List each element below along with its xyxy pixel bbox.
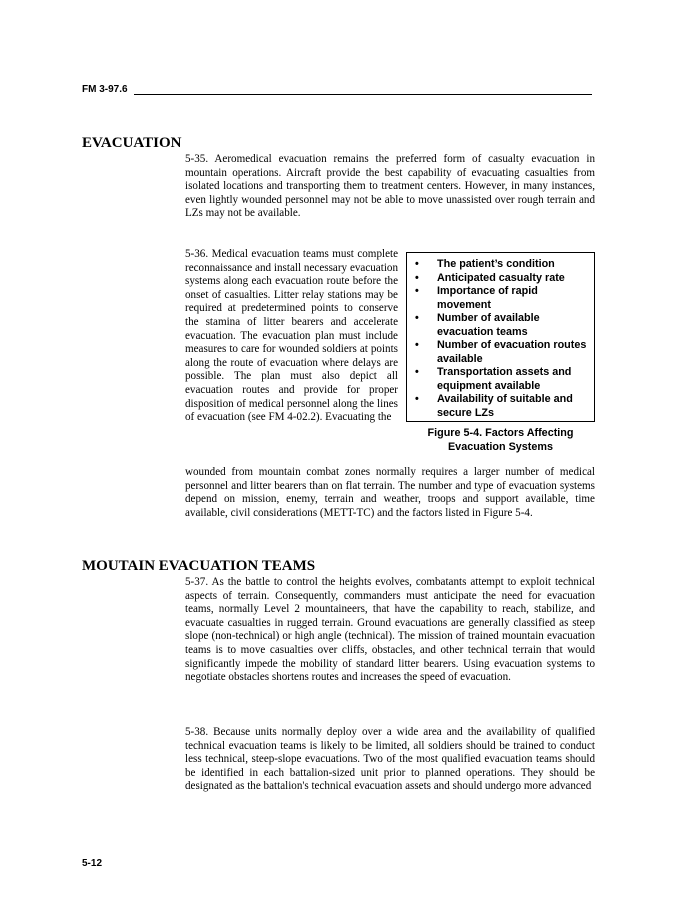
paragraph-5-37: 5-37. As the battle to control the heights evolves, combatants attempt to exploit technical aspects of terrain. Consequently, commanders must anticipate the need for evacuation teams, normally Level 2 mountaineers, that have the capability to reach, stabilize, and evacuate casualties in rugged terrain. Ground evacuations are generally classified as steep slope (non-technical) or high angle (technical). The mission of trained mountain evacuation teams is to move casualties over cliffs, obstacles, and other technical terrain that would significantly impede the mobility of standard litter bearers. Using evacuation systems to negotiate obstacles shortens routes and increases the speed of evacuation. [185,576,595,684]
figure-caption-line-1: Figure 5-4. Factors Affecting [427,427,574,439]
factor-text: Transportation assets and equipment available [437,366,572,392]
bullet-icon: • [415,258,419,270]
factor-item [413,366,590,393]
bullet-icon: • [415,271,419,284]
factor-text: The patient’s condition [437,258,555,270]
bullet-icon: • [415,285,419,297]
factor-item [413,393,590,420]
figure-5-4 [406,252,595,454]
factor-text: Availability of suitable and secure LZs [437,393,573,419]
section-heading-mountain-evacuation-teams: MOUTAIN EVACUATION TEAMS [82,558,316,574]
factor-text: Number of available evacuation teams [437,312,540,338]
figure-factor-box [406,252,595,422]
header-rule [134,94,592,95]
bullet-icon: • [415,366,419,378]
figure-caption-line-2: Evacuation Systems [447,440,554,453]
factor-item [413,285,590,312]
factor-item [413,272,590,286]
bullet-icon: • [415,312,419,324]
paragraph-5-36-wrapped: 5-36. Medical evacuation teams must complete reconnaissance and install necessary evacuation systems along each evacuation route before the onset of casualties. Litter relay stations may be required at predetermined points to conserve the stamina of litter bearers and accelerate evacuation. The evacuation plan must include measures to care for wounded soldiers at points along the route of evacuation where delays are possible. The plan must also depict all evacuation routes and provide for proper disposition of medical personnel along the lines of evacuation (see FM 4-02.2). Evacuating the [185,248,398,424]
factor-text: Anticipated casualty rate [437,271,565,284]
section-heading-evacuation: EVACUATION [82,135,182,151]
running-header [82,84,592,98]
factor-item [413,312,590,339]
paragraph-5-38: 5-38. Because units normally deploy over a wide area and the availability of qualified technical evacuation teams is likely to be limited, all soldiers should be trained to conduct less technical, steep-slope evacuations. Two of the most qualified evacuation teams should be identified in each battalion-sized unit prior to planned operations. They should be designated as the battalion's technical evacuation assets and should undergo more advanced [185,726,595,793]
bullet-icon: • [415,393,419,405]
manual-number: FM 3-97.6 [82,84,128,95]
page-number: 5-12 [82,858,103,869]
factor-item [413,339,590,366]
paragraph-5-35: 5-35. Aeromedical evacuation remains the preferred form of casualty evacuation in mountain operations. Aircraft provide the best capability of evacuating casualties from isolated locations and transporting them to treatment centers. However, in many instances, even lightly wounded personnel may not be able to move unassisted over rough terrain and LZs may not be available. [185,153,595,220]
factor-item [413,258,590,272]
factor-text: Importance of rapid movement [437,285,538,311]
paragraph-5-36-continued: wounded from mountain combat zones normally requires a larger number of medical personnel and litter bearers than on flat terrain. The number and type of evacuation systems depend on mission, enemy, terrain and weather, troops and support available, time available, civil considerations (METT-TC) and the factors listed in Figure 5-4. [185,466,595,519]
factor-list [413,258,590,420]
figure-caption [406,427,595,454]
bullet-icon: • [415,339,419,351]
factor-text: Number of evacuation routes available [437,339,587,365]
